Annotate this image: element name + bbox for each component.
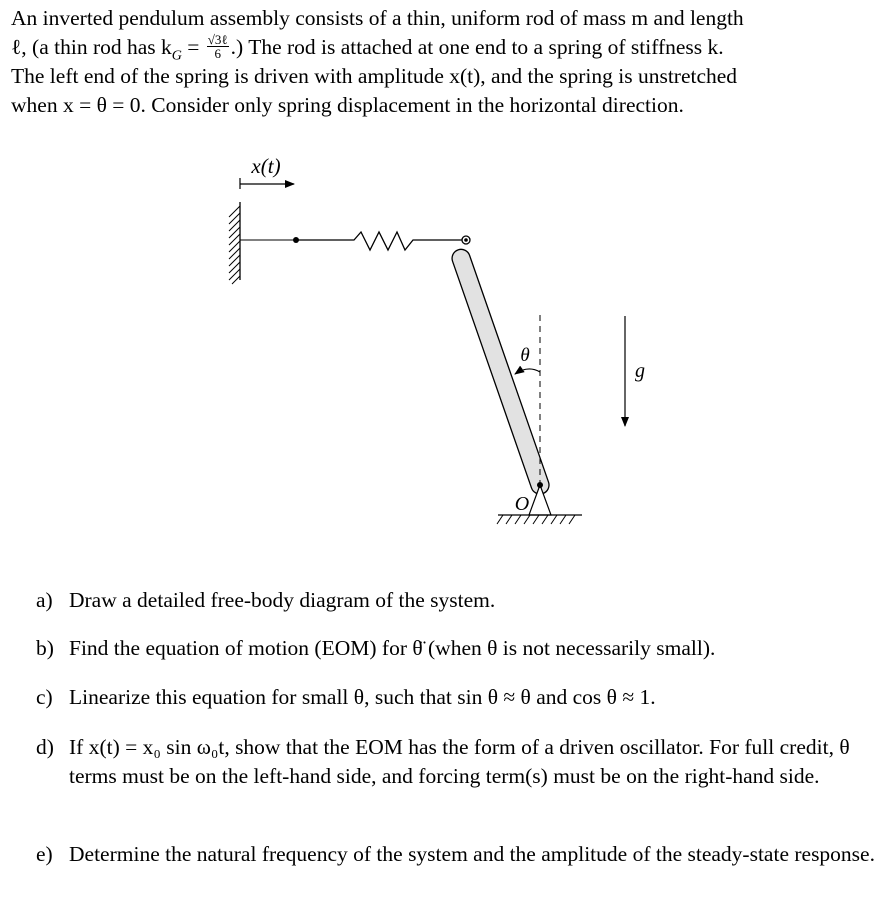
question-e [36, 840, 875, 869]
question-label: d) [36, 735, 54, 759]
question-c [36, 683, 656, 712]
statement-line-3: The left end of the spring is driven with amplitude x(t), and the spring is unstretched [11, 64, 738, 88]
kg-subscript: G [171, 48, 182, 64]
fraction-denominator: 6 [214, 45, 221, 61]
question-text: If x(t) = x₀ sin ω₀t, show that the EOM has the form of a driven oscillator. For full credit, θ terms must be on the left-hand side, and forcing term(s) must be on the right-hand side. [69, 735, 850, 788]
pivot-support [497, 482, 582, 524]
statement-line-2b: .) The rod is attached at one end to a spring of stiffness k. [230, 35, 724, 59]
question-d [36, 733, 876, 791]
statement-line-2a: ℓ, (a thin rod has k [11, 35, 172, 59]
input-displacement-label: x(t) [251, 154, 281, 178]
pivot-label: O [514, 493, 530, 515]
gravity-label: g [635, 360, 645, 382]
question-label: b) [36, 636, 54, 660]
input-displacement-arrow [240, 178, 294, 189]
statement-line-1: An inverted pendulum assembly consists of a thin, uniform rod of mass m and length [11, 6, 744, 30]
question-label: c) [36, 685, 53, 709]
question-text: Determine the natural frequency of the system and the amplitude of the steady-state response. [69, 842, 875, 866]
question-label: a) [36, 588, 53, 612]
equals-sign: = [181, 35, 205, 59]
fixed-wall [229, 202, 240, 284]
spring [296, 232, 466, 250]
statement-line-4: when x = θ = 0. Consider only spring displacement in the horizontal direction. [11, 93, 684, 117]
question-text: Find the equation of motion (EOM) for θ̈ (when θ is not necessarily small). [69, 636, 716, 660]
question-text: Draw a detailed free-body diagram of the system. [69, 588, 496, 612]
question-b [36, 634, 715, 663]
pendulum-rod [450, 247, 552, 497]
question-a [36, 586, 495, 615]
question-text: Linearize this equation for small θ, such that sin θ ≈ θ and cos θ ≈ 1. [69, 685, 656, 709]
angle-arc-arrow [515, 369, 540, 374]
fraction-numerator: √3ℓ [207, 31, 228, 47]
question-label: e) [36, 842, 53, 866]
rod-top-pin-center [464, 238, 468, 242]
angle-label: θ [520, 345, 530, 366]
